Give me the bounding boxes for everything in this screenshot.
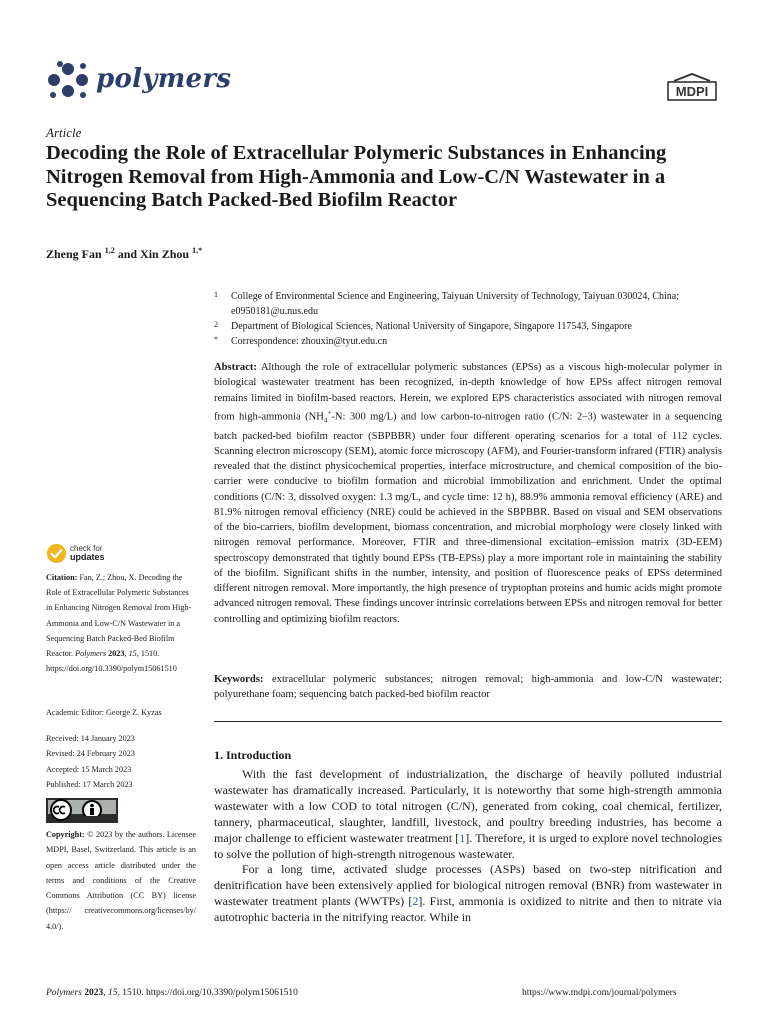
footer-journal-url[interactable]: https://www.mdpi.com/journal/polymers [522,988,677,998]
abstract-label: Abstract: [214,362,257,373]
date-accepted: Accepted: 15 March 2023 [46,764,132,774]
abstract-subscript: 4 [323,416,328,425]
date-received: Received: 14 January 2023 [46,734,135,743]
copyright-label: Copyright: [46,830,85,839]
article-type: Article [46,125,82,140]
check-updates-line1: check for [70,544,103,553]
author-name[interactable]: Xin Zhou [140,247,190,261]
citation-text: Fan, Z.; Zhou, X. Decoding the Role of Extracellular Polymeric Substances in Enhancing Nitrogen Removal from High-Ammonia and Low-C/N Wastewater in a Sequencing Batch Packed-Bed Biofilm Reactor. [46,573,192,659]
footer-year: 2023 [84,988,104,998]
date-revised: Revised: 24 February 2023 [46,749,135,759]
footer-journal: Polymers [46,988,82,998]
citation-volume: 15 [128,649,137,659]
journal-name: polymers [96,64,232,94]
abstract-text-continued: -N: 300 mg/L) and low carbon-to-nitrogen ratio (C/N: 2–3) wastewater in a sequencing batch packed-bed biofilm reactor (SBPBBR) under four different operating scenarios for a total of 112 cycles. Scanning electron microscopy (SEM), atomic force microscopy (AFM), and Fourier-transform infrared (FTIR) analysis revealed that the distinct physicochemical properties, interface microstructure, and chemical composition of the bio-carrier were conducive to biofilm formation and microbial immobilization and enrichment. Under the optimal conditions (C/N: 3, dissolved oxygen: 1.3 mg/L, and cycle time: 12 h), 88.9% ammonia removal efficiency (ARE) and 81.9% nitrogen removal efficiency (NRE) could be achieved in the SBPBBR. Based on visual and SEM observations of the bio-carriers, biofilm development, biomass concentration, and microbial morphology were closely linked with nitrogen removal performance. Moreover, FTIR and three-dimensional excitation–emission matrix (3D-EEM) spectroscopy demonstrated that tightly bound EPSs (TB-EPSs) play a more important role in maintaining the stability of the biofilm. Significant shifts in the number, intensity, and position of fluorescence peaks of EPSs determined different nitrogen removal. More importantly, the high presence of tryptophan proteins and humic acids might promote advanced nitrogen removal. These findings uncover intrinsic correlations between EPSs and nitrogen removal for better controlling and optimizing biofilm reactors. [214,411,722,625]
abstract-text: Although the role of extracellular polymeric substances (EPSs) as a viscous high-molecular polymer in biological wastewater treatment has been recognized, in-depth knowledge of how EPSs affect nitrogen removal remains limited in biofilm-based reactors. Herein, we explored EPS characteristics associated with nitrogen removal from high-ammonia (NH [214,362,722,423]
author-name[interactable]: Zheng Fan [46,247,102,261]
affiliation-text: Department of Biological Sciences, National University of Singapore, Singapore 117543, Singapore [231,321,632,332]
footer-volume: 15 [108,988,118,998]
author-affiliation-mark: 1,* [192,246,203,255]
author-affiliation-mark: 1,2 [104,246,115,255]
author-list [46,246,202,262]
publisher-logo [664,72,720,102]
reference-link[interactable]: 1 [459,830,466,845]
affiliation-item [214,289,724,319]
affiliations [214,289,724,349]
footer-citation: Polymers 2023, 15, 1510. https://doi.org/10.3390/polym15061510 [46,988,298,998]
keywords-label: Keywords: [214,674,264,685]
citation-doi[interactable]: , 1510. https://doi.org/10.3390/polym15061510 [46,649,177,674]
footer-doi[interactable]: , 1510. https://doi.org/10.3390/polym15061510 [117,988,298,998]
citation: Citation: Fan, Z.; Zhou, X. Decoding the Role of Extracellular Polymeric Substances in Enhancing Nitrogen Removal from High-Ammonia and Low-C/N Wastewater in a Sequencing Batch Packed-Bed Biofilm Reactor. Polymers 2023, 15, 1510. https://doi.org/10.3390/polym15061510 [46,573,192,674]
check-for-updates-button[interactable] [46,543,136,565]
keywords-text: extracellular polymeric substances; nitrogen removal; high-ammonia and low-C/N wastewater; polyurethane foam; sequencing batch packed-bed biofilm reactor [214,674,722,701]
citation-journal: Polymers [75,649,107,659]
check-updates-label [70,544,105,562]
cc-by-license-icon[interactable] [46,798,118,823]
abstract [214,360,722,627]
author-joiner: and [117,247,138,261]
affiliation-mark: * [214,335,218,344]
reference-link[interactable]: 2 [412,894,419,909]
correspondence-email[interactable]: Correspondence: zhouxin@tyut.edu.cn [231,336,388,347]
paragraph [214,767,722,862]
check-updates-line2: updates [70,552,105,562]
date-published: Published: 17 March 2023 [46,780,133,790]
affiliation-mark: 1 [214,290,218,299]
paragraph-text: For a long time, activated sludge processes (ASPs) based on two-step nitrification and denitrification have been extensively applied for biological nitrogen removal (BNR) from wastewater in wastewater treatment plants (WWTPs) [ [214,862,722,909]
paragraph [214,862,722,926]
paragraph-text: With the fast development of industrialization, the discharge of heavily polluted industrial wastewater has dramatically increased. Particularly, it is noteworthy that some high-strength ammonia wastewater with a low COD to total nitrogen (C/N), generated from coking, coal chemical, fertilizer, tannery, pharmaceutical, slaughter, landfill, livestock, and poultry breeding industries, has become a major challenge to efficient wastewater treatment [ [214,767,722,845]
section-heading-introduction: 1. Introduction [214,748,292,762]
copyright-text: © 2023 by the authors. Licensee MDPI, Basel, Switzerland. This article is an open access article distributed under the terms and conditions of the Creative Commons Attribution (CC BY) license (https:// creativecommons.org/licenses/by/ 4.0/). [46,830,197,931]
paragraph-text: ]. First, ammonia is oxidized to nitrite and then to nitrate via autotrophic bacteria in the nitrifying reactor. While in [214,894,723,925]
publisher-name: MDPI [675,84,709,99]
publication-dates [46,731,135,793]
copyright-notice [46,827,196,934]
check-updates-icon [46,543,67,564]
affiliation-text: College of Environmental Science and Engineering, Taiyuan University of Technology, Taiyuan 030024, China; e0950181@u.nus.edu [231,291,679,317]
abstract-superscript: + [327,408,332,417]
article-title: Decoding the Role of Extracellular Polymeric Substances in Enhancing Nitrogen Removal from High-Ammonia and Low-C/N Wastewater in a Sequencing Batch Packed-Bed Biofilm Reactor [46,142,667,211]
paragraph-text: ]. Therefore, it is urged to explore novel technologies to solve the pollution of high-strength nitrogenous wastewater. [214,830,722,861]
citation-label: Citation: [46,573,78,582]
academic-editor: Academic Editor: George Z. Kyzas [46,708,162,717]
introduction-body [214,767,722,926]
affiliation-item [214,334,724,349]
journal-logo-icon [46,60,90,100]
keywords [214,672,722,703]
affiliation-item [214,319,724,334]
affiliation-mark: 2 [214,320,218,329]
section-divider [214,721,722,722]
citation-year: 2023 [108,649,125,659]
